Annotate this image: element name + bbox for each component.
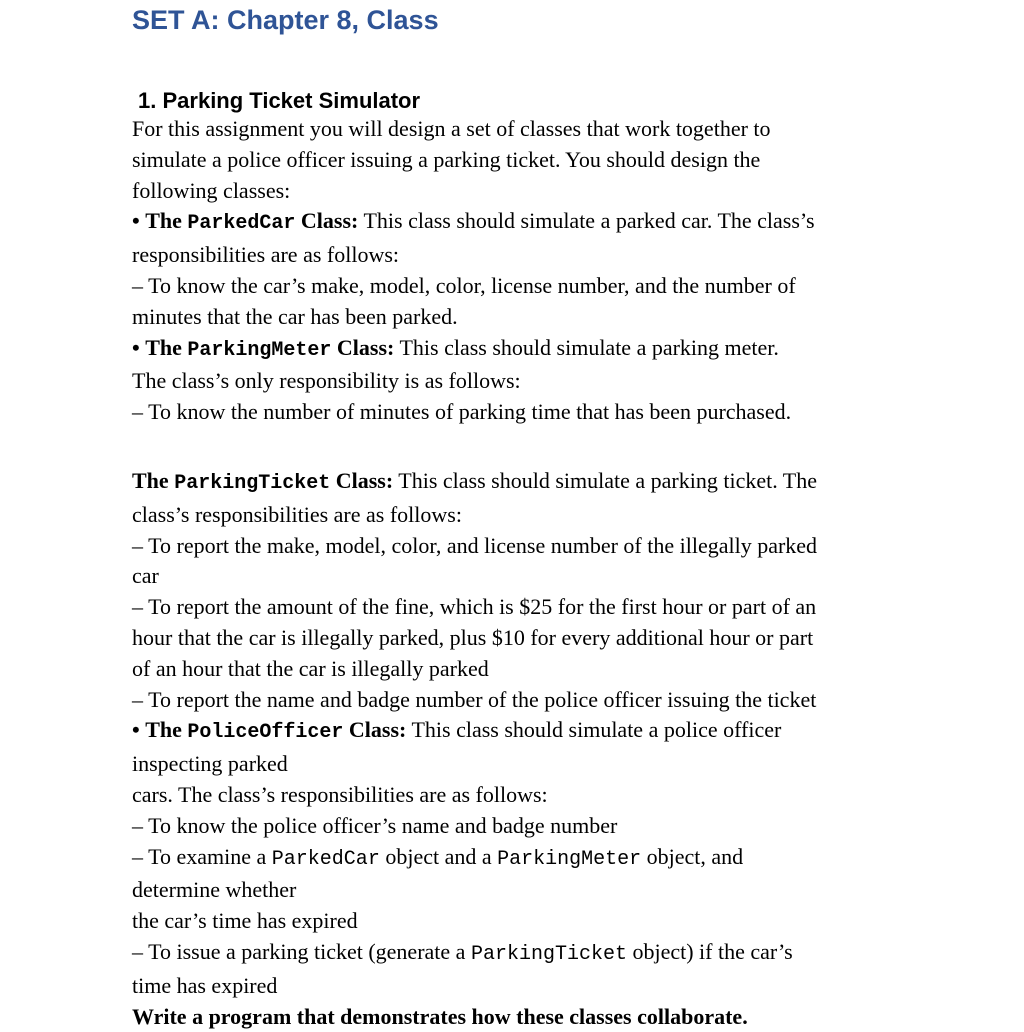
parking-ticket-line-2: – To report the make, model, color, and license number of the illegally parked xyxy=(132,532,818,558)
parking-ticket-class-name: ParkingTicket xyxy=(174,471,331,495)
police-officer-issue-line xyxy=(132,937,1002,971)
class-word-label: Class: xyxy=(300,208,359,234)
parking-ticket-object-name: ParkingTicket xyxy=(470,942,627,966)
class-the-label: The xyxy=(145,208,182,234)
parking-ticket-line-7: – To report the name and badge number of the police officer issuing the ticket xyxy=(132,686,817,712)
bullet-icon: • xyxy=(132,208,140,234)
question-title-text: Parking Ticket Simulator xyxy=(162,88,421,113)
intro-line-1: For this assignment you will design a set of classes that work together to xyxy=(132,116,771,141)
police-officer-line-6: time has expired xyxy=(132,972,278,998)
police-officer-line-5: the car’s time has expired xyxy=(132,908,358,934)
issue-prefix: – To issue a parking ticket (generate a xyxy=(132,938,466,964)
class-word-label: Class: xyxy=(336,334,395,360)
police-officer-line-4: determine whether xyxy=(132,877,297,903)
parking-meter-class-name: ParkingMeter xyxy=(187,338,332,362)
parking-ticket-line-5: hour that the car is illegally parked, plus $10 for every additional hour or part xyxy=(132,624,814,650)
class-word-label: Class: xyxy=(335,467,394,493)
parking-ticket-description: This class should simulate a parking ticket. The xyxy=(398,467,818,493)
question-title xyxy=(138,88,1002,114)
police-officer-examine-line xyxy=(132,842,1002,876)
set-title: SET A: Chapter 8, Class xyxy=(132,5,439,35)
parked-car-line-2: – To know the car’s make, model, color, license number, and the number of xyxy=(132,272,796,298)
police-officer-line-2: cars. The class’s responsibilities are as follows: xyxy=(132,781,548,807)
parking-meter-line-1: The class’s only responsibility is as follows: xyxy=(132,368,521,394)
class-word-label: Class: xyxy=(348,717,407,743)
parking-ticket-line-4: – To report the amount of the fine, which is $25 for the first hour or part of an xyxy=(132,594,817,620)
parking-meter-object-name: ParkingMeter xyxy=(497,847,642,871)
parked-car-line-1: responsibilities are as follows: xyxy=(132,242,400,268)
parking-meter-description: This class should simulate a parking meter. xyxy=(399,334,779,360)
examine-suffix: object, and xyxy=(646,843,744,869)
question-number: 1. xyxy=(138,88,157,113)
class-the-label: The xyxy=(132,467,169,493)
police-officer-line-1: inspecting parked xyxy=(132,751,288,777)
parked-car-description: This class should simulate a parked car. The class’s xyxy=(363,208,815,234)
parked-car-line-3: minutes that the car has been parked. xyxy=(132,303,458,329)
class-the-label: The xyxy=(145,717,182,743)
parked-car-class-name: ParkedCar xyxy=(187,212,296,236)
police-officer-heading xyxy=(132,715,1002,749)
parking-meter-line-2: – To know the number of minutes of parking time that has been purchased. xyxy=(132,399,792,425)
closing-instruction: Write a program that demonstrates how these classes collaborate. xyxy=(132,1003,748,1029)
bullet-icon: • xyxy=(132,334,140,360)
intro-line-3: following classes: xyxy=(132,177,291,203)
class-the-label: The xyxy=(145,334,182,360)
police-officer-description: This class should simulate a police officer xyxy=(411,717,782,743)
parked-car-heading xyxy=(132,206,1002,240)
document-page xyxy=(132,0,1002,1032)
paragraph-gap xyxy=(132,428,1002,466)
parking-ticket-line-1: class’s responsibilities are as follows: xyxy=(132,501,462,527)
police-officer-class-name: PoliceOfficer xyxy=(187,721,344,745)
parking-meter-heading xyxy=(132,333,1002,367)
parking-ticket-heading xyxy=(132,466,1002,500)
examine-prefix: – To examine a xyxy=(132,843,267,869)
bullet-icon: • xyxy=(132,717,140,743)
parked-car-object-name: ParkedCar xyxy=(271,847,380,871)
parking-ticket-line-6: of an hour that the car is illegally parked xyxy=(132,655,489,681)
examine-middle: object and a xyxy=(385,843,492,869)
parking-ticket-line-3: car xyxy=(132,563,159,589)
issue-suffix: object) if the car’s xyxy=(632,938,793,964)
police-officer-line-3: – To know the police officer’s name and badge number xyxy=(132,812,618,838)
intro-line-2: simulate a police officer issuing a parking ticket. You should design the xyxy=(132,146,761,172)
